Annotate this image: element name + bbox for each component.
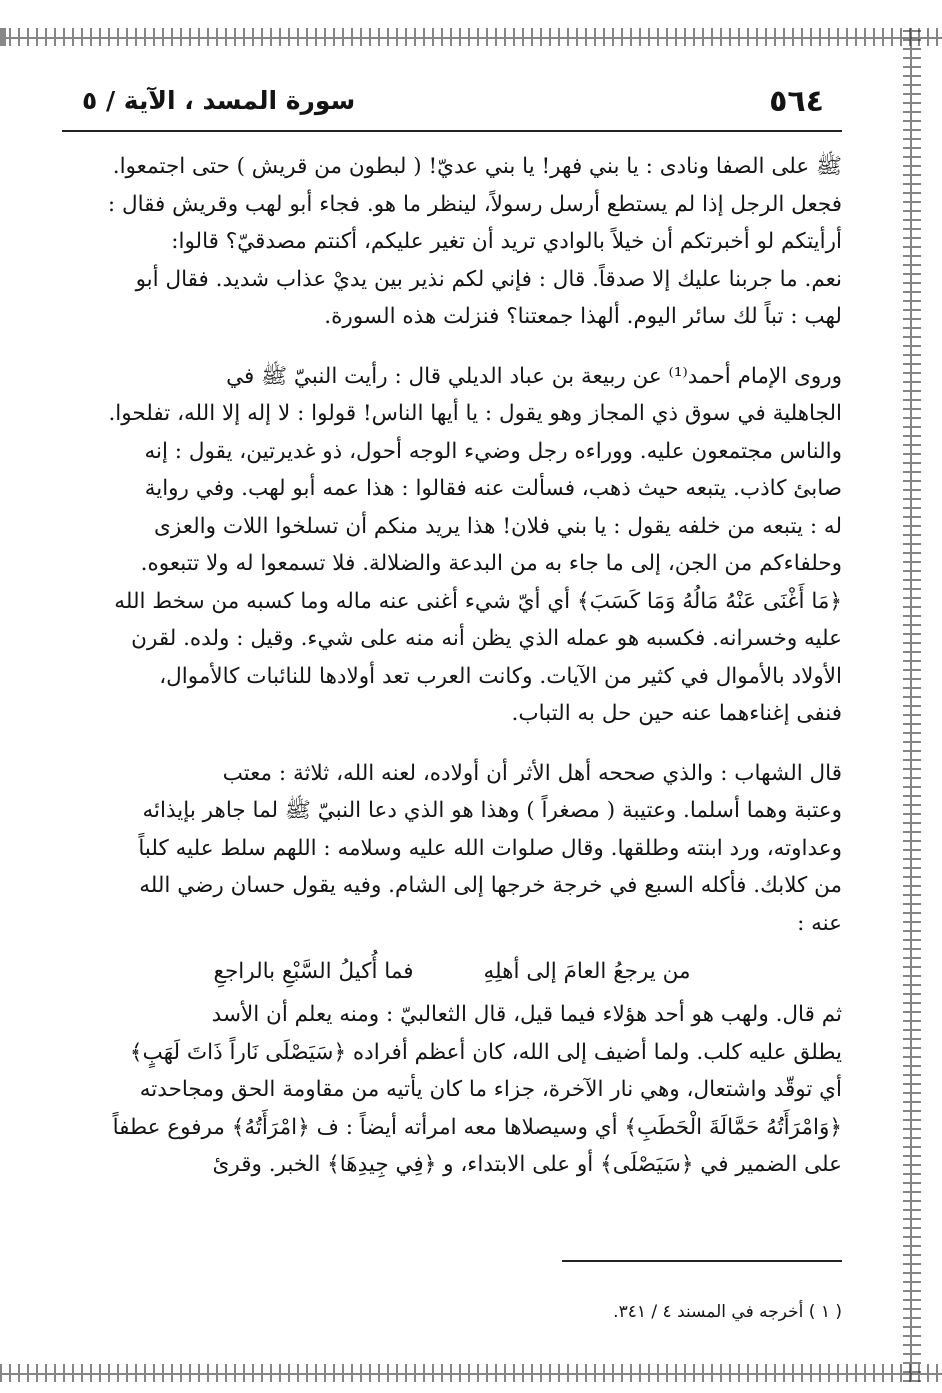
book-page [62,70,842,1350]
page-number: ٥٦٤ [769,84,824,119]
paragraph-3 [62,755,842,943]
text-line: يطلق عليه كلب. ولما أضيف إلى الله، كان أعظم أفراده ﴿سَيَصْلَى نَاراً ذَاتَ لَهَبٍ﴾ [129,1039,842,1065]
paragraph-1 [62,148,842,336]
footnote-divider [562,1260,842,1262]
decorative-border-top [0,28,942,46]
text-line: ﴿وَامْرَأَتُهُ حَمَّالَةَ الْحَطَبِ﴾ أي وسيصلاها معه امرأته أيضاً : ف ﴿امْرَأَتُهُ﴾ مرفوع عطفاً [112,1114,842,1140]
decorative-border-bottom [0,1364,942,1382]
footnote: ( ١ ) أخرجه في المسند ٤ / ٣٤١. [613,1302,842,1322]
text-line: والناس مجتمعون عليه. ووراءه رجل وضيء الوجه أحول، ذو غديرتين، يقول : إنه [144,438,842,464]
page-header [62,70,842,132]
decorative-border-corner [0,28,6,46]
text-line: وعتبة وهما أسلما. وعتيبة ( مصغراً ) وهذا هو الذي دعا النبيّ ﷺ لما جاهر بإيذائه [142,798,842,823]
paragraph-4 [62,996,842,1184]
text-line: أرأيتكم لو أخبرتكم أن خيلاً بالوادي تريد أن تغير عليكم، أكنتم مصدقيّ؟ قالوا: [171,229,842,254]
verse-second-hemistich: فما أُكيلُ السَّبْعِ بالراجعِ [213,959,414,984]
text-line: صابئ كاذب. يتبعه حيث ذهب، فسألت عنه فقالوا : هذا عمه أبو لهب. وفي رواية [144,476,842,501]
text-line: عليه وخسرانه. فكسبه هو عمله الذي يظن أنه منه على شيء. وقيل : ولده. لقرن [131,626,842,651]
running-title: سورة المسد ، الآية / ٥ [82,86,356,115]
text-line: نعم. ما جربنا عليك إلا صدقاً. قال : فإني لكم نذير بين يديْ عذاب شديد. فقال أبو [135,266,842,292]
text-line: ثم قال. ولهب هو أحد هؤلاء فيما قيل، قال الثعالبيّ : ومنه يعلم أن الأسد [211,1002,842,1027]
text-line: قال الشهاب : والذي صححه أهل الأثر أن أولاده، لعنه الله، ثلاثة : معتب [222,760,842,786]
decorative-border-right [903,28,921,1382]
paragraph-2 [62,358,842,733]
page-body [62,148,842,1184]
text-line: على الضمير في ﴿سَيَصْلَى﴾ أو على الابتداء، و ﴿فِي جِيدِهَا﴾ الخبر. وقرئ [212,1152,842,1177]
text-line: لهب : تباً لك سائر اليوم. ألهذا جمعتنا؟ فنزلت هذه السورة. [324,304,842,329]
verse-first-hemistich: من يرجعُ العامَ إلى أهلِهِ [483,959,691,984]
text-line: فنفى إغناءهما عنه حين حل به التباب. [511,701,842,726]
text-line: ﴿مَا أَغْنَى عَنْهُ مَالُهُ وَمَا كَسَبَ﴾ أي أيّ شيء أغنى عنه ماله وما كسبه من سخط الله [114,588,842,614]
text-line: أي توقّد واشتعال، وهي نار الآخرة، جزاء ما كان يأتيه من مقاومة الحق ومجاحدته [139,1077,842,1102]
text-line: وحلفاءكم من الجن، إلى ما جاء به من البدعة والضلالة. فلا تسمعوا له ولا تتبعوه. [140,551,842,576]
text-line: عنه : [797,910,842,936]
text-line: وعداوته، ورد ابنته وطلقها. وقال صلوات الله عليه وسلامه : اللهم سلط عليه كلباً [138,835,842,861]
text-line: له : يتبعه من خلفه يقول : يا بني فلان! هذا يريد منكم أن تسلخوا اللات والعزى [154,513,842,539]
text-line: وروى الإمام أحمد⁽¹⁾ عن ربيعة بن عباد الديلي قال : رأيت النبيّ ﷺ في [226,363,842,389]
text-line: ﷺ على الصفا ونادى : يا بني فهر! يا بني عديّ! ( لبطون من قريش ) حتى اجتمعوا. [112,154,842,179]
text-line: فجعل الرجل إذا لم يستطع أرسل رسولاً، لينظر ما هو. فجاء أبو لهب وقريش فقال : [107,191,842,217]
poetry-verse [62,954,842,990]
text-line: الأولاد بالأموال في كثير من الآيات. وكانت العرب تعد أولادها للنائبات كالأموال، [159,663,842,689]
text-line: من كلابك. فأكله السبع في خرجة خرجها إلى الشام. وفيه يقول حسان رضي الله [139,873,842,898]
text-line: الجاهلية في سوق ذي المجاز وهو يقول : يا أيها الناس! قولوا : لا إله إلا الله، تفلحوا. [108,401,842,426]
